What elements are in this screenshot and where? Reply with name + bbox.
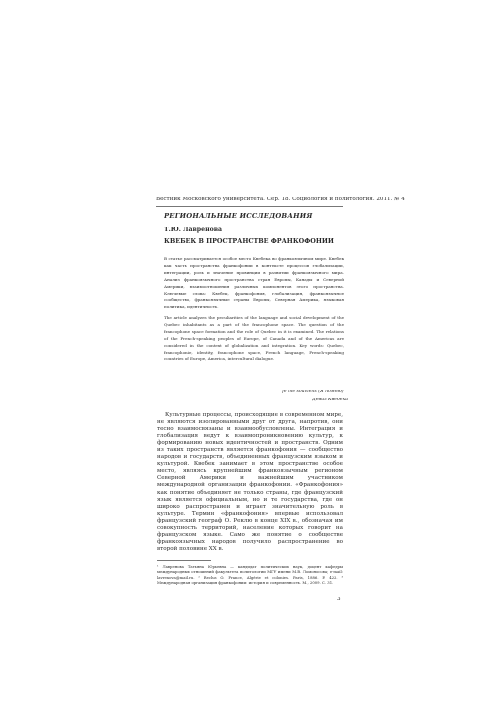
header-rule [156,206,343,207]
article-title: КВЕБЕК В ПРОСТРАНСТВЕ ФРАНКОФОНИИ [164,238,334,245]
page-number: 3 [337,597,341,602]
epigraph-source: Девиз Квебека [312,398,349,402]
running-header: Вестник Московского университета. Сер. 18. Социология и политология. 2011. № 4 [156,197,405,202]
article-author: Т.Ю. Лавренова [164,227,223,233]
abstract-russian: В статье рассматривается особое место Квебека во франкоязычном мире. Квебек как часть пространства франкофонии в контексте процессов глобализации, интеграции, роль и значение провинции в развитии франкоязычного мира. Анализ франкоязычного пространства стран Европы, Канады и Северной Америки, взаимоотношения различных компонентов этого пространства. Ключевые слова: Квебек, франкофония, глобализация, франкоязычное сообщество, франкоязычные страны Европы, Северная Америка, языковая политика, идентичность. [164,256,344,310]
abstract-english: The article analyzes the peculiarities of the language and social development of the Quebec inhabitants as a part of the francophone space. The question of the francophone space formation and the role of Quebec in it is examined. The relations of the French-speaking peoples of Europe, of Canada and of the Americas are considered in the context of globalization and integration. Key words: Quebec, francophonie, identity, francophone space, French language, French-speaking countries of Europe, America, intercultural dialogue. [164,315,344,362]
footnote-rule [157,560,211,561]
footnotes: ¹ Лавренова Татьяна Юрьевна — кандидат политических наук, доцент кафедры международных отношений факультета политологии МГУ имени М.В. Ломоносова; e-mail: lavrenova@mail.ru. ² Reclus O. France, Algérie et colonies. Paris, 1886. P. 422. ³ Международная организация франкофонии: история и современность. М., 2009. С. 31. [157,564,343,585]
article-body: Культурные процессы, происходящие в современном мире, не являются изолированными друг от друга, напротив, они тесно взаимосвязаны и взаимообусловлены. Интеграция и глобализация ведут к взаимопроникновению культур, к формированию новых идентичностей и пространств. Одним из таких пространств является франкофония — сообщество народов и государств, объединенных французским языком и культурой. Квебек занимает в этом пространстве особое место, являясь крупнейшим франкоязычным регионом Северной Америки и важнейшим участником международной организации франкофонии. «Франкофония» как понятие объединяет не только страны, где французский язык является официальным, но и те государства, где он широко распространен и играет значительную роль в культуре. Термин «франкофония» впервые использовал французский географ О. Реклю в конце XIX в., обозначая им совокупность территорий, население которых говорит на французском языке. Само же понятие о сообществе франкоязычных народов получило распространение во второй половине XX в. [157,412,343,552]
epigraph-quote: Je me souviens (Я помню) [282,390,344,394]
section-rubric: РЕГИОНАЛЬНЫЕ ИССЛЕДОВАНИЯ [164,213,313,220]
